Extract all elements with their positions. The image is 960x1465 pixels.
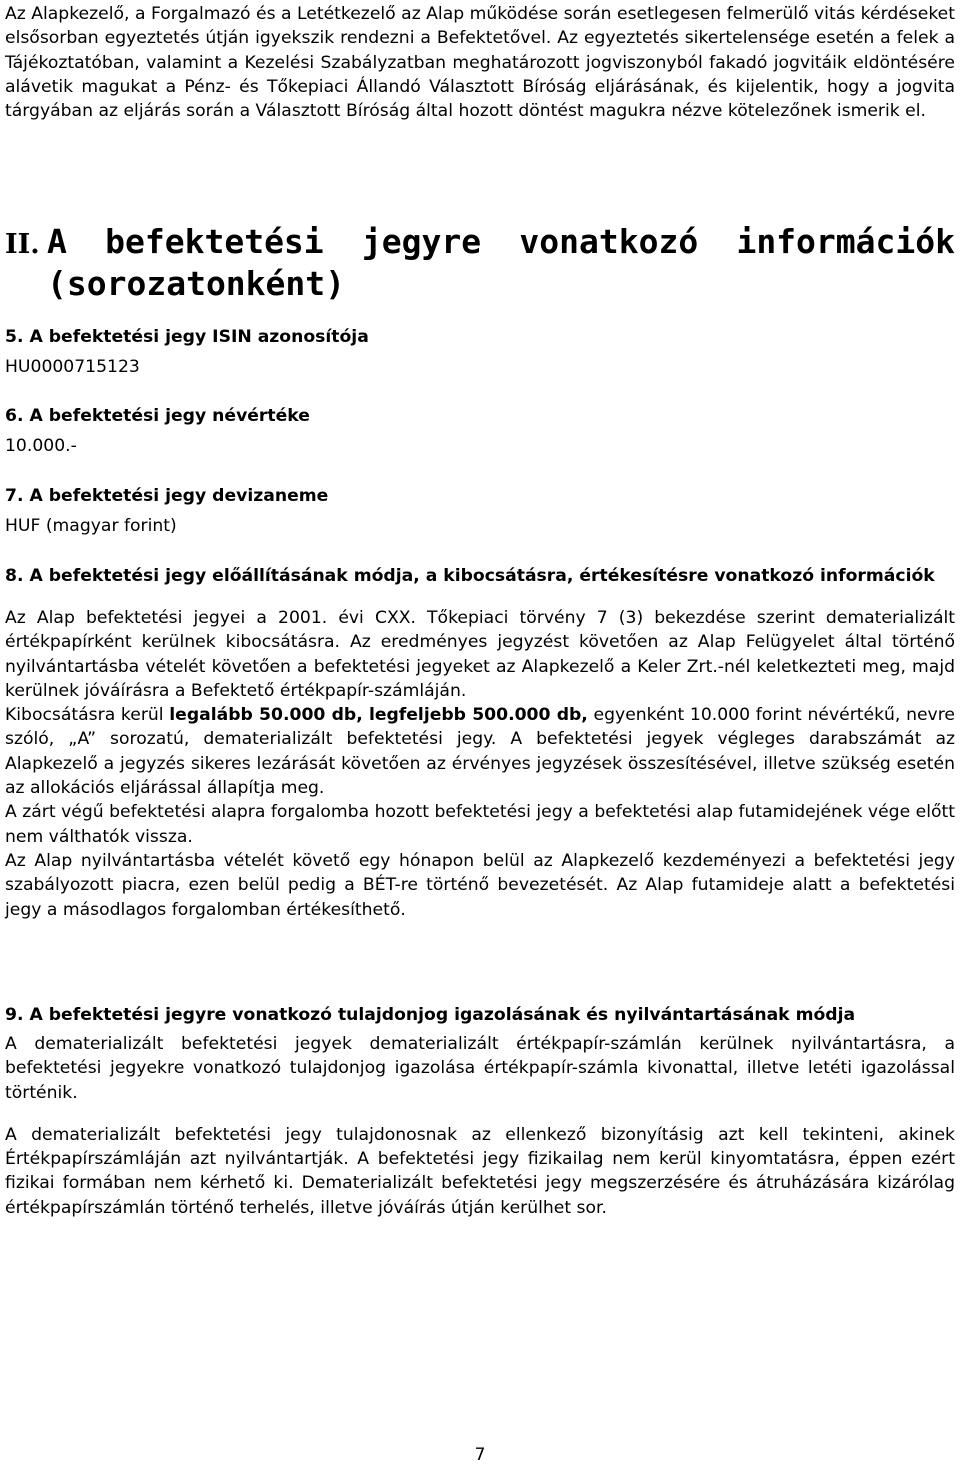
item-9	[5, 1003, 955, 1220]
item-8-paragraph-3: A zárt végű befektetési alapra forgalomba hozott befektetési jegy a befektetési alap futamidejének vége előtt nem válthatók vissza.	[5, 802, 955, 847]
item-9-paragraph-2: A dematerializált befektetési jegy tulajdonosnak az ellenkező bizonyításig azt kell tekinteni, akinek Értékpapírszámláján azt nyilvántartják. A befektetési jegy fizikailag nem kerül kinyomtatásra, éppen ezért fizikai formában nem kérhető ki. Dematerializált befektetési jegy megszerzésére és átruházására kizárólag értékpapírszámlán történő terhelés, illetve jóváírás útján kerülhet sor.	[5, 1124, 955, 1218]
section-ii-title-line1: A befektetési jegyre vonatkozó információk	[47, 222, 955, 261]
item-7-value: HUF (magyar forint)	[5, 516, 177, 536]
item-9-title: 9. A befektetési jegyre vonatkozó tulajdonjog igazolásának és nyilvántartásának módja	[5, 1005, 856, 1025]
page-number: 7	[474, 1445, 486, 1465]
section-ii-number: II.	[5, 229, 40, 260]
item-6-value: 10.000.-	[5, 436, 77, 456]
item-8-p2-pre: Kibocsátásra kerül	[5, 705, 170, 726]
item-8-paragraph-2	[5, 703, 955, 800]
item-5-title: 5. A befektetési jegy ISIN azonosítója	[5, 327, 369, 347]
item-8-p2-post: egyenként 10.000 forint névértékű, nevre szóló, „A” sorozatú, dematerializált befektetési jegy. A befektetési jegyek végleges darabszámát az Alapkezelő a jegyzés sikeres lezárását követően az érvényes jegyzések összesítésével, illetve szükség esetén az allokációs eljárással állapítja meg.	[5, 705, 955, 799]
item-5-value: HU0000715123	[5, 357, 140, 377]
item-5	[5, 325, 955, 379]
item-9-paragraph-1: A dematerializált befektetési jegyek dematerializált értékpapír-számlán kerülnek nyilvántartásra, a befektetési jegyekre vonatkozó tulajdonjog igazolása értékpapír-számla kivonattal, illetve letéti igazolással történik.	[5, 1034, 955, 1103]
intro-paragraph: Az Alapkezelő, a Forgalmazó és a Letétkezelő az Alap működése során esetlegesen felmerülő vitás kérdéseket elsősorban egyeztetés útján igyekszik rendezni a Befektetővel. Az egyeztetés sikertelensége esetén a felek a Tájékoztatóban, valamint a Kezelési Szabályzatban meghatározott jogviszonyból fakadó jogvitáik eldöntésére alávetik magukat a Pénz- és Tőkepiaci Állandó Választott Bíróság eljárásának, és kijelentik, hogy a jogvita tárgyában az eljárás során a Választott Bíróság által hozott döntést magukra nézve kötelezőnek ismerik el.	[5, 4, 955, 122]
section-ii-title-line2: (sorozatonként)	[47, 264, 346, 303]
section-ii-heading	[5, 222, 955, 303]
item-8-paragraph-4: Az Alap nyilvántartásba vételét követő egy hónapon belül az Alapkezelő kezdeményezi a befektetési jegy szabályozott piacra, ezen belül pedig a BÉT-re történő bevezetését. Az Alap futamideje alatt a befektetési jegy a másodlagos forgalomban értékesíthető.	[5, 850, 955, 920]
item-7-title: 7. A befektetési jegy devizaneme	[5, 486, 329, 506]
item-8	[5, 564, 955, 922]
item-8-paragraph-1: Az Alap befektetési jegyei a 2001. évi CXX. Tőkepiaci törvény 7 (3) bekezdése szerint dematerializált értékpapírként kerülnek kibocsátásra. Az eredményes jegyzést követően az Alap Felügyelet által történő nyilvántartásba vételét követően a befektetési jegyeket az Alapkezelő a Keler Zrt.-nél keletkezteti meg, majd kerülnek jóváírásra a Befektető értékpapír-számláján.	[5, 608, 955, 701]
item-7	[5, 484, 955, 538]
item-8-title: 8. A befektetési jegy előállításának módja, a kibocsátásra, értékesítésre vonatkozó információk	[5, 566, 935, 586]
item-6	[5, 404, 955, 458]
item-6-title: 6. A befektetési jegy névértéke	[5, 406, 310, 426]
item-8-p2-bold: legalább 50.000 db, legfeljebb 500.000 db,	[169, 705, 588, 726]
